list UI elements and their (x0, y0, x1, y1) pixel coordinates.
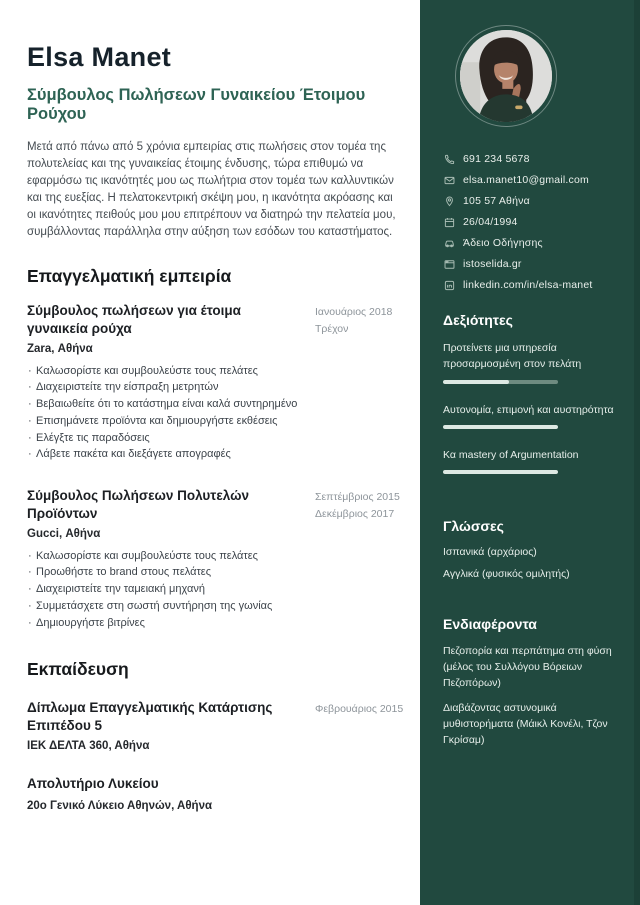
interests-heading: Ενδιαφέροντα (443, 616, 537, 633)
skill-bar (443, 470, 558, 474)
phone-icon (443, 153, 455, 165)
linkedin-icon (443, 279, 455, 291)
job-bullet: · Συμμετάσχετε στη σωστή συντήρηση της γωνίας (27, 598, 396, 615)
person-name: Elsa Manet (27, 42, 172, 72)
languages-heading: Γλώσσες (443, 518, 504, 535)
profile-photo (460, 30, 552, 122)
contact-driving-license (443, 237, 628, 249)
experience-entry (27, 487, 400, 631)
company-name: Gucci, Αθήνα (27, 527, 101, 540)
experience-heading: Επαγγελματική εμπειρία (27, 266, 232, 287)
job-bullet: · Ελέγξτε τις παραδόσεις (27, 430, 396, 447)
interest-item: Διαβάζοντας αστυνομικά μυθιστορήματα (Μάικλ Κονέλι, Τζον Γκρίσαμ) (443, 702, 608, 746)
job-date-start: Σεπτέμβριος 2015 (315, 491, 400, 504)
skill-label: Κα mastery of Argumentation (443, 448, 579, 461)
job-bullet: · Καλωσορίστε και συμβουλεύστε τους πελάτες (27, 548, 396, 565)
phone-number: 691 234 5678 (463, 153, 530, 165)
website-icon (443, 258, 455, 270)
car-icon (443, 237, 455, 249)
contact-phone[interactable] (443, 153, 628, 165)
skill-item (443, 447, 616, 474)
skill-bar-fill (443, 425, 558, 429)
email-address: elsa.manet10@gmail.com (463, 174, 589, 186)
skill-bar-fill (443, 380, 509, 384)
company-name: Zara, Αθήνα (27, 342, 93, 355)
location-icon (443, 195, 455, 207)
language-item: Αγγλικά (φυσικός ομιλητής) (443, 568, 570, 581)
skill-bar-fill (443, 470, 558, 474)
interests-section (443, 616, 616, 749)
job-bullets (27, 548, 396, 632)
school-name: ΙΕΚ ΔΕΛΤΑ 360, Αθήνα (27, 739, 150, 752)
job-bullet: · Προωθήστε το brand στους πελάτες (27, 564, 396, 581)
job-dates (315, 304, 420, 339)
job-bullet: · Λάβετε πακέτα και διεξάγετε απογραφές (27, 446, 396, 463)
school-name: 20ο Γενικό Λύκειο Αθηνών, Αθήνα (27, 799, 213, 812)
contact-email[interactable] (443, 174, 628, 186)
job-date-start: Ιανουάριος 2018 (315, 306, 393, 319)
contact-website[interactable] (443, 258, 628, 270)
job-date-end: Τρέχον (315, 323, 349, 336)
birthdate-text: 26/04/1994 (463, 216, 518, 228)
contact-linkedin[interactable] (443, 279, 628, 291)
degree-date: Φεβρουάριος 2015 (315, 703, 404, 716)
skills-heading: Δεξιότητες (443, 312, 513, 328)
skill-item (443, 340, 616, 384)
driving-license-text: Άδειο Οδήγησης (463, 237, 543, 249)
job-bullets (27, 363, 396, 463)
education-entry (27, 699, 404, 752)
education-entry (27, 775, 396, 812)
degree-title: Απολυτήριο Λυκείου (27, 775, 159, 791)
email-icon (443, 174, 455, 186)
address-text: 105 57 Αθήνα (463, 195, 530, 207)
experience-entry (27, 302, 396, 463)
job-date-end: Δεκέμβριος 2017 (315, 508, 395, 521)
contact-list (443, 153, 628, 300)
sidebar (420, 0, 640, 905)
sidebar-sections (443, 312, 616, 759)
languages-section (443, 518, 616, 580)
contact-birthdate (443, 216, 628, 228)
job-bullet: · Επισημάνετε προϊόντα και δημιουργήστε εκθέσεις (27, 413, 396, 430)
skill-label: Αυτονομία, επιμονή και αυστηρότητα (443, 403, 614, 416)
job-bullet: · Διαχειριστείτε την ταμειακή μηχανή (27, 581, 396, 598)
job-bullet: · Καλωσορίστε και συμβουλεύστε τους πελάτες (27, 363, 396, 380)
interest-item: Πεζοπορία και περπάτημα στη φύση (μέλος του Συλλόγου Βόρειων Πεζοπόρων) (443, 645, 612, 689)
job-dates (315, 489, 420, 524)
linkedin-url: linkedin.com/in/elsa-manet (463, 279, 593, 291)
person-headline: Σύμβουλος Πωλήσεων Γυναικείου Έτοιμου Ρούχου (27, 86, 366, 123)
skill-bar (443, 425, 558, 429)
job-bullet: · Δημιουργήστε βιτρίνες (27, 615, 396, 632)
contact-address (443, 195, 628, 207)
calendar-icon (443, 216, 455, 228)
job-bullet: · Διαχειριστείτε την είσπραξη μετρητών (27, 379, 396, 396)
skill-item (443, 402, 616, 429)
skill-label: Προτείνετε μια υπηρεσία προσαρμοσμένη στον πελάτη (443, 342, 582, 371)
job-title: Σύμβουλος Πωλήσεων Πολυτελών Προϊόντων (27, 488, 249, 521)
skills-section (443, 312, 616, 474)
sidebar-edge-strip (634, 0, 640, 905)
skill-bar (443, 380, 558, 384)
degree-title: Δίπλωμα Επαγγελματικής Κατάρτισης Επιπέδου 5 (27, 700, 273, 734)
job-bullet: · Βεβαιωθείτε ότι το κατάστημα είναι καλά συντηρημένο (27, 396, 396, 413)
language-item: Ισπανικά (αρχάριος) (443, 546, 537, 559)
portrait-illustration (460, 30, 552, 122)
profile-summary: Μετά από πάνω από 5 χρόνια εμπειρίας στις πωλήσεις στον τομέα της πολυτελείας και της γυναικείας έτοιμης ένδυσης, τώρα επιθυμώ να εφαρμόσω τις ικανότητές μου ως πωλήτρια στον τομέα των καλλυντικών και της ευεξίας. Η πελατοκεντρική σκέψη μου, η ικανότητα ακρόασης και οι ικανότητες πειθούς μου μου επιτρέπουν να διατηρώ την πελατεία μου, συμβάλλοντας παράλληλα στην αύξηση των εσόδων του καταστήματος. (27, 141, 396, 239)
education-heading: Εκπαίδευση (27, 659, 129, 680)
website-url: istoselida.gr (463, 258, 522, 270)
job-title: Σύμβουλος πωλήσεων για έτοιμα γυναικεία ρούχα (27, 303, 241, 336)
